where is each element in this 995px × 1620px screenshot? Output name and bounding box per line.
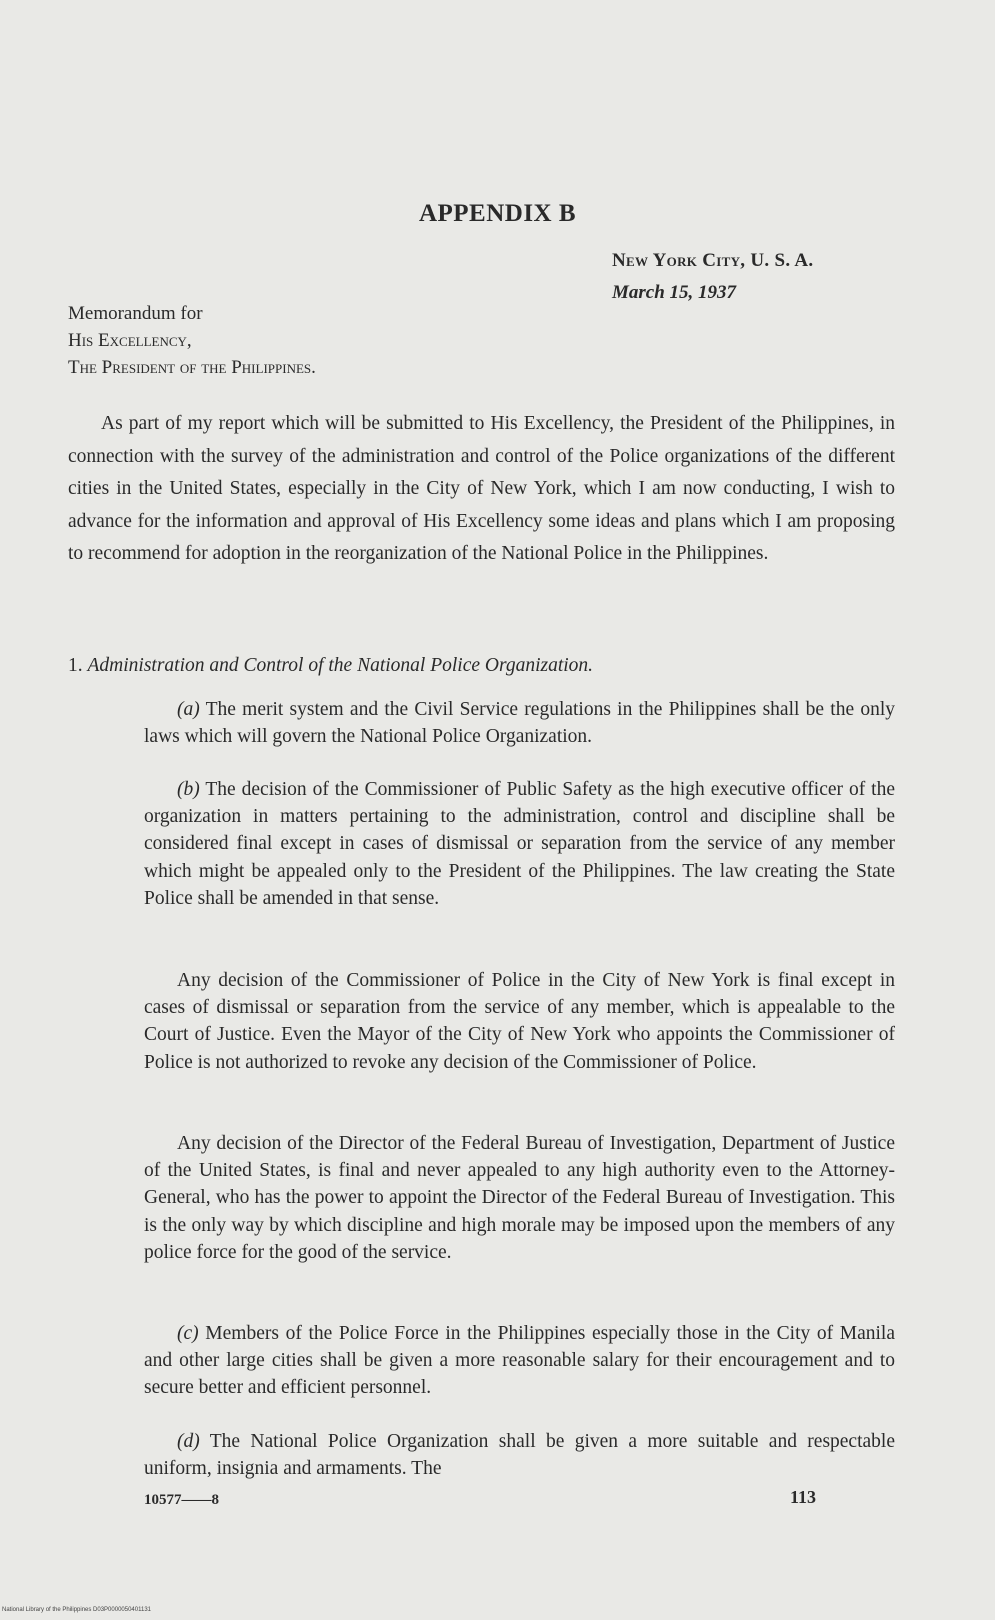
memo-line-2: His Excellency, bbox=[68, 330, 192, 351]
memo-line-3: The President of the Philippines. bbox=[68, 357, 316, 378]
intro-paragraph: As part of my report which will be submitted to His Excellency, the President of the Philippines, in connection with the survey of the administration and control of the Police organizations of the different cities in the United States, especially in the City of New York, which I am now conducting, I wish to advance for the information and approval of His Excellency some ideas and plans which I am proposing to recommend for adoption in the reorganization of the National Police in the Philippines. bbox=[68, 413, 895, 565]
appendix-heading: APPENDIX B bbox=[418, 200, 577, 227]
paragraph-a bbox=[144, 696, 895, 750]
paragraph-c-text: Members of the Police Force in the Philippines especially those in the City of Manila and other large cities shall be given a more reasonable salary for their encouragement and to secure better and efficient personnel. bbox=[144, 1323, 895, 1399]
signature-mark: 10577——8 bbox=[144, 1492, 219, 1508]
paragraph-c-label: (c) bbox=[177, 1323, 199, 1344]
scan-credit: National Library of the Philippines D03P0000050401131 bbox=[2, 1607, 151, 1613]
paragraph-a-text: The merit system and the Civil Service regulations in the Philippines shall be the only laws which will govern the National Police Organization. bbox=[144, 699, 895, 748]
section-heading bbox=[68, 655, 593, 677]
memo-line-1: Memorandum for bbox=[68, 303, 203, 324]
paragraph-b-text: The decision of the Commissioner of Public Safety as the high executive officer of the organization in matters pertaining to the administration, control and discipline shall be considered final except in cases of dismissal or separation from the service of any member which might be appealed only to the President of the Philippines. The law creating the State Police shall be amended in that sense. bbox=[144, 779, 895, 909]
paragraph-b bbox=[144, 776, 895, 912]
date-line: March 15, 1937 bbox=[612, 282, 737, 303]
paragraph-d bbox=[144, 1428, 895, 1482]
paragraph-d-text: The National Police Organization shall be given a more suitable and respectable uniform, insignia and armaments. The bbox=[144, 1431, 895, 1480]
paragraph-d-label: (d) bbox=[177, 1431, 200, 1452]
paragraph-a-label: (a) bbox=[177, 699, 200, 720]
paragraph-new-york: Any decision of the Commissioner of Police in the City of New York is final except in cases of dismissal or separation from the service of any member, which is appealable to the Court of Justice. Even the Mayor of the City of New York who appoints the Commissioner of Police is not authorized to revoke any decision of the Commissioner of Police. bbox=[144, 970, 895, 1073]
memo-address bbox=[68, 300, 316, 381]
paragraph-fbi: Any decision of the Director of the Federal Bureau of Investigation, Department of Justice of the United States, is final and never appealed to any high authority even to the Attorney-General, who has the power to appoint the Director of the Federal Bureau of Investigation. This is the only way by which discipline and high morale may be imposed upon the members of any police force for the good of the service. bbox=[144, 1133, 895, 1263]
place-line: New York City, U. S. A. bbox=[612, 250, 814, 271]
page-number: 113 bbox=[790, 1487, 817, 1507]
paragraph-c bbox=[144, 1320, 895, 1402]
paragraph-b-label: (b) bbox=[177, 779, 200, 800]
section-title: Administration and Control of the National Police Organization. bbox=[87, 655, 594, 676]
section-number: 1. bbox=[68, 655, 83, 676]
